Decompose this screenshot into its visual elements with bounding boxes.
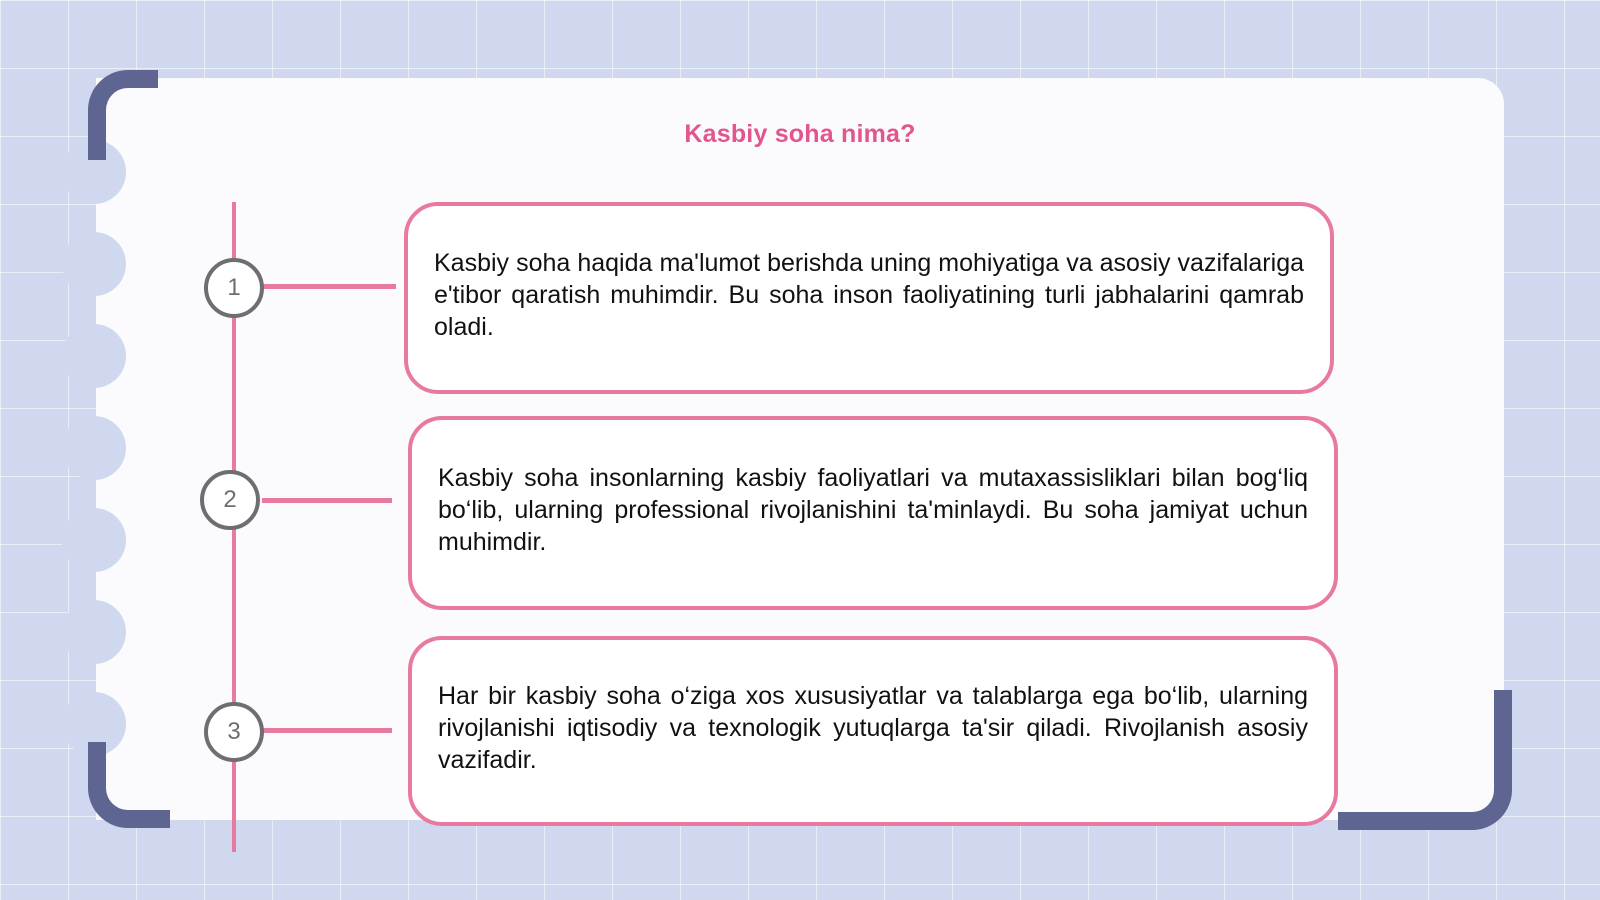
- frame-corner-top-left: [88, 70, 158, 160]
- paper-scallop: [62, 508, 126, 572]
- step-card-text: Har bir kasbiy soha o‘ziga xos xususiyatlar va talablarga ega bo‘lib, ularning rivojlanishi iqtisodiy va texnologik yutuqlarga ta'sir qiladi. Rivojlanish asosiy vazifadir.: [438, 682, 1308, 774]
- page-title: Kasbiy soha nima?: [684, 120, 916, 148]
- timeline-connector: [262, 728, 392, 733]
- step-number-badge: 3: [204, 702, 264, 762]
- frame-corner-bottom-left: [88, 742, 170, 828]
- step-number-badge: 2: [200, 470, 260, 530]
- timeline-connector: [262, 284, 396, 289]
- timeline-connector: [262, 498, 392, 503]
- step-card-text: Kasbiy soha haqida ma'lumot berishda uning mohiyatiga va asosiy vazifalariga e'tibor qaratish muhimdir. Bu soha inson faoliyatining turli jabhalarini qamrab oladi.: [434, 249, 1304, 341]
- paper-scallop: [62, 232, 126, 296]
- paper-scallop: [62, 324, 126, 388]
- step-card: [408, 636, 1338, 826]
- paper-scallop: [62, 600, 126, 664]
- paper-scallop: [62, 416, 126, 480]
- frame-corner-bottom-right: [1338, 690, 1512, 830]
- step-card-text: Kasbiy soha insonlarning kasbiy faoliyatlari va mutaxassisliklari bilan bog‘liq bo‘lib, ularning professional rivojlanishini ta'minlaydi. Bu soha jamiyat uchun muhimdir.: [438, 464, 1308, 556]
- step-card: [404, 202, 1334, 394]
- step-card: [408, 416, 1338, 610]
- step-number-badge: 1: [204, 258, 264, 318]
